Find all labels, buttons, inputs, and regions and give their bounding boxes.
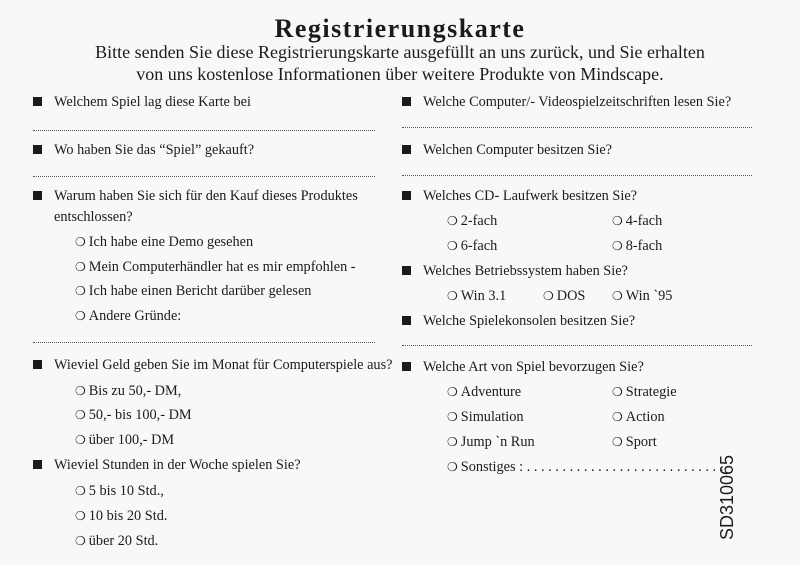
square-bullet-icon <box>402 191 411 200</box>
square-bullet-icon <box>33 191 42 200</box>
option-spend-50-100[interactable]: ❍ 50,- bis 100,- DM <box>75 407 192 423</box>
square-bullet-icon <box>402 145 411 154</box>
question-magazines: Welche Computer/- Videospielzeitschriften lesen Sie? <box>402 94 731 111</box>
option-cd-4x[interactable]: ❍ 4-fach <box>612 213 663 229</box>
question-purchase-place: Wo haben Sie das “Spiel” gekauft? <box>33 142 254 159</box>
question-game-type: Welche Art von Spiel bevorzugen Sie? <box>402 359 644 376</box>
question-computer: Welchen Computer besitzen Sie? <box>402 142 612 159</box>
question-consoles: Welche Spielekonsolen besitzen Sie? <box>402 313 635 330</box>
checkbox-circle-icon[interactable]: ❍ <box>447 460 458 474</box>
checkbox-circle-icon[interactable]: ❍ <box>612 239 623 253</box>
option-cd-6x[interactable]: ❍ 6-fach <box>447 238 498 254</box>
question-cd-drive: Welches CD- Laufwerk besitzen Sie? <box>402 188 637 205</box>
square-bullet-icon <box>402 97 411 106</box>
option-cd-8x[interactable]: ❍ 8-fach <box>612 238 663 254</box>
answer-line-game[interactable] <box>33 130 375 131</box>
option-genre-adventure[interactable]: ❍ Adventure <box>447 384 522 400</box>
option-cd-2x[interactable]: ❍ 2-fach <box>447 213 498 229</box>
checkbox-circle-icon[interactable]: ❍ <box>543 289 554 303</box>
intro-line-2: von uns kostenlose Informationen über weitere Produkte von Mindscape. <box>136 64 664 84</box>
checkbox-circle-icon[interactable]: ❍ <box>75 235 86 249</box>
option-reason-dealer[interactable]: ❍ Mein Computerhändler hat es mir empfohlen - <box>75 259 356 275</box>
option-os-win31[interactable]: ❍ Win 3.1 <box>447 288 507 304</box>
option-genre-strategy[interactable]: ❍ Strategie <box>612 384 677 400</box>
option-genre-sport[interactable]: ❍ Sport <box>612 434 657 450</box>
checkbox-circle-icon[interactable]: ❍ <box>447 385 458 399</box>
answer-line-computer[interactable] <box>402 175 752 176</box>
checkbox-circle-icon[interactable]: ❍ <box>447 239 458 253</box>
checkbox-circle-icon[interactable]: ❍ <box>75 284 86 298</box>
checkbox-circle-icon[interactable]: ❍ <box>75 484 86 498</box>
checkbox-circle-icon[interactable]: ❍ <box>447 289 458 303</box>
answer-line-purchase-place[interactable] <box>33 176 375 177</box>
checkbox-circle-icon[interactable]: ❍ <box>75 433 86 447</box>
checkbox-circle-icon[interactable]: ❍ <box>447 214 458 228</box>
answer-line-other-reasons[interactable] <box>33 342 375 343</box>
intro-line-1: Bitte senden Sie diese Registrierungskarte ausgefüllt an uns zurück, und Sie erhalten <box>95 42 705 62</box>
checkbox-circle-icon[interactable]: ❍ <box>75 309 86 323</box>
product-code: SD310065 <box>717 454 737 540</box>
square-bullet-icon <box>402 362 411 371</box>
option-reason-demo[interactable]: ❍ Ich habe eine Demo gesehen <box>75 234 254 250</box>
square-bullet-icon <box>33 145 42 154</box>
option-reason-other[interactable]: ❍ Andere Gründe: <box>75 308 182 324</box>
square-bullet-icon <box>33 360 42 369</box>
checkbox-circle-icon[interactable]: ❍ <box>75 408 86 422</box>
option-os-dos[interactable]: ❍ DOS <box>543 288 586 304</box>
option-reason-review[interactable]: ❍ Ich habe einen Bericht darüber gelesen <box>75 283 312 299</box>
question-os: Welches Betriebssystem haben Sie? <box>402 263 628 280</box>
option-genre-jump-n-run[interactable]: ❍ Jump `n Run <box>447 434 535 450</box>
square-bullet-icon <box>402 316 411 325</box>
option-genre-simulation[interactable]: ❍ Simulation <box>447 409 524 425</box>
option-genre-other[interactable]: ❍ Sonstiges : . . . . . . . . . . . . . . . . . . . . . . . . . . . . <box>447 459 724 475</box>
option-spend-over-100[interactable]: ❍ über 100,- DM <box>75 432 175 448</box>
answer-line-consoles[interactable] <box>402 345 752 346</box>
checkbox-circle-icon[interactable]: ❍ <box>612 289 623 303</box>
answer-line-magazines[interactable] <box>402 127 752 128</box>
question-game: Welchem Spiel lag diese Karte bei <box>33 94 251 111</box>
option-os-win95[interactable]: ❍ Win `95 <box>612 288 673 304</box>
question-purchase-reason-cont: entschlossen? <box>54 209 133 225</box>
checkbox-circle-icon[interactable]: ❍ <box>612 214 623 228</box>
option-hours-over-20[interactable]: ❍ über 20 Std. <box>75 533 159 549</box>
square-bullet-icon <box>402 266 411 275</box>
option-hours-10-20[interactable]: ❍ 10 bis 20 Std. <box>75 508 168 524</box>
checkbox-circle-icon[interactable]: ❍ <box>75 260 86 274</box>
question-monthly-spend: Wieviel Geld geben Sie im Monat für Computerspiele aus? <box>33 357 393 374</box>
checkbox-circle-icon[interactable]: ❍ <box>75 384 86 398</box>
question-weekly-hours: Wieviel Stunden in der Woche spielen Sie? <box>33 457 301 474</box>
checkbox-circle-icon[interactable]: ❍ <box>612 385 623 399</box>
question-purchase-reason: Warum haben Sie sich für den Kauf dieses Produktes <box>33 188 358 205</box>
checkbox-circle-icon[interactable]: ❍ <box>447 435 458 449</box>
square-bullet-icon <box>33 460 42 469</box>
option-genre-action[interactable]: ❍ Action <box>612 409 665 425</box>
square-bullet-icon <box>33 97 42 106</box>
option-hours-5-10[interactable]: ❍ 5 bis 10 Std., <box>75 483 164 499</box>
checkbox-circle-icon[interactable]: ❍ <box>612 410 623 424</box>
checkbox-circle-icon[interactable]: ❍ <box>75 509 86 523</box>
checkbox-circle-icon[interactable]: ❍ <box>75 534 86 548</box>
checkbox-circle-icon[interactable]: ❍ <box>612 435 623 449</box>
option-spend-50[interactable]: ❍ Bis zu 50,- DM, <box>75 383 182 399</box>
card-title: Registrierungskarte <box>274 14 526 43</box>
checkbox-circle-icon[interactable]: ❍ <box>447 410 458 424</box>
